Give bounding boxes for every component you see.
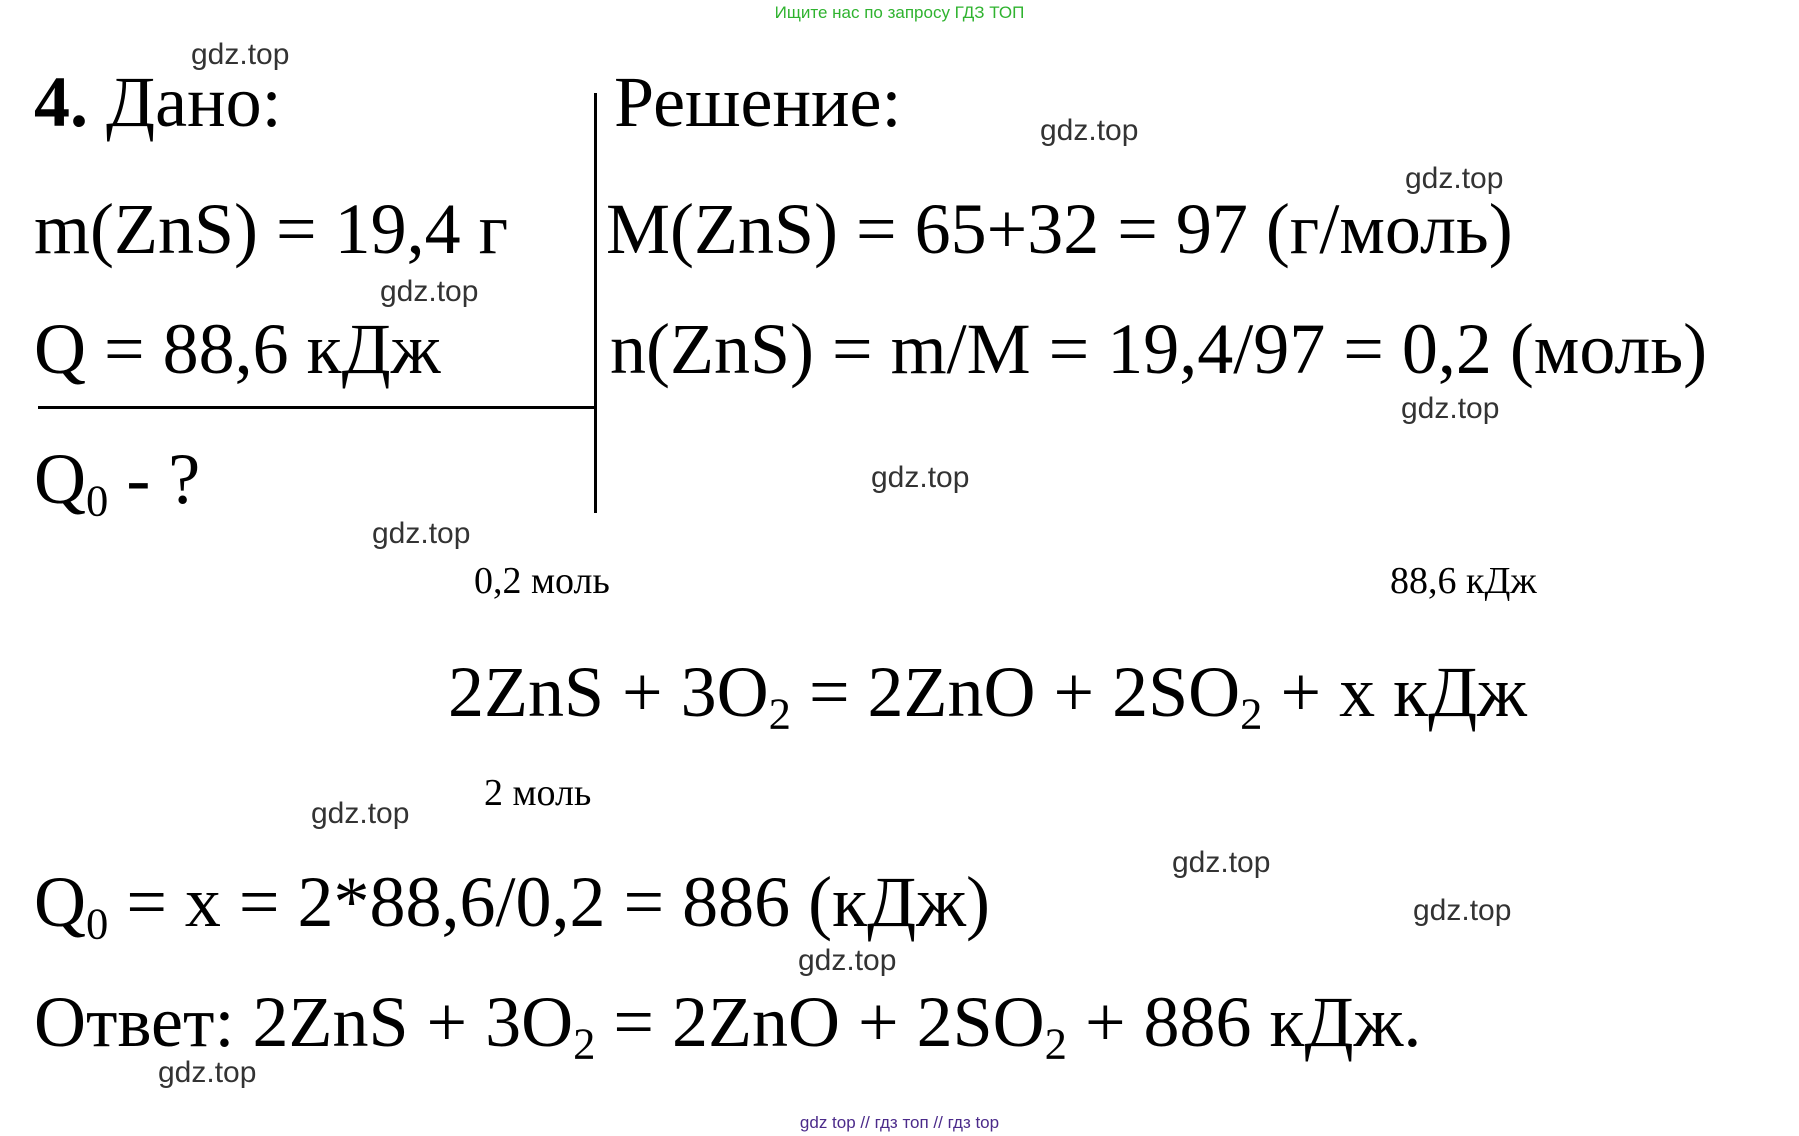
given-heat: Q = 88,6 кДж <box>34 309 441 389</box>
equation-above-left: 0,2 моль <box>474 560 610 602</box>
result-q-subscript: 0 <box>86 898 109 949</box>
footer-links[interactable]: gdz top // гдз топ // гдз top <box>799 1113 1000 1132</box>
equation-below-left: 2 моль <box>484 772 592 814</box>
result-expression: = x = 2*88,6/0,2 = 886 (кДж) <box>108 862 990 942</box>
watermark: gdz.top <box>372 517 471 550</box>
given-mass: m(ZnS) = 19,4 г <box>34 189 509 269</box>
watermark: gdz.top <box>311 797 410 830</box>
find-q-letter: Q <box>34 439 86 519</box>
given-heading <box>34 62 282 142</box>
watermark: gdz.top <box>798 944 897 977</box>
answer-sub-2: 2 <box>1044 1018 1067 1069</box>
result-calculation <box>34 862 990 949</box>
solution-amount: n(ZnS) = m/M = 19,4/97 = 0,2 (моль) <box>610 309 1708 389</box>
reaction-equation <box>448 652 1527 739</box>
equation-part-1: 2ZnS + 3O <box>448 652 769 732</box>
equation-sub-2: 2 <box>1240 688 1263 739</box>
find-q-subscript: 0 <box>86 475 109 526</box>
solution-title: Решение: <box>614 62 902 142</box>
horizontal-separator <box>38 406 595 409</box>
watermark: gdz.top <box>1401 392 1500 425</box>
equation-part-2: = 2ZnO + 2SO <box>790 652 1241 732</box>
answer-part-1: Ответ: 2ZnS + 3O <box>34 982 574 1062</box>
watermark: gdz.top <box>871 461 970 494</box>
result-q-letter: Q <box>34 862 86 942</box>
answer-line <box>34 982 1422 1069</box>
problem-number: 4. <box>34 62 88 142</box>
equation-part-3: + x кДж <box>1262 652 1527 732</box>
given-title: Дано: <box>106 62 282 142</box>
vertical-separator <box>594 93 597 513</box>
find-quantity <box>34 439 201 526</box>
search-hint-banner: Ищите нас по запросу ГДЗ ТОП <box>774 3 1025 22</box>
solution-molar-mass: M(ZnS) = 65+32 = 97 (г/моль) <box>606 189 1513 269</box>
watermark: gdz.top <box>191 38 290 71</box>
watermark: gdz.top <box>1040 114 1139 147</box>
watermark: gdz.top <box>1172 846 1271 879</box>
watermark: gdz.top <box>380 275 479 308</box>
watermark: gdz.top <box>158 1056 257 1089</box>
watermark: gdz.top <box>1405 162 1504 195</box>
find-q-question: - ? <box>108 439 201 519</box>
equation-sub-1: 2 <box>768 688 791 739</box>
equation-above-right: 88,6 кДж <box>1390 560 1537 602</box>
answer-part-3: + 886 кДж. <box>1066 982 1422 1062</box>
answer-sub-1: 2 <box>573 1018 596 1069</box>
answer-part-2: = 2ZnO + 2SO <box>595 982 1045 1062</box>
watermark: gdz.top <box>1413 894 1512 927</box>
